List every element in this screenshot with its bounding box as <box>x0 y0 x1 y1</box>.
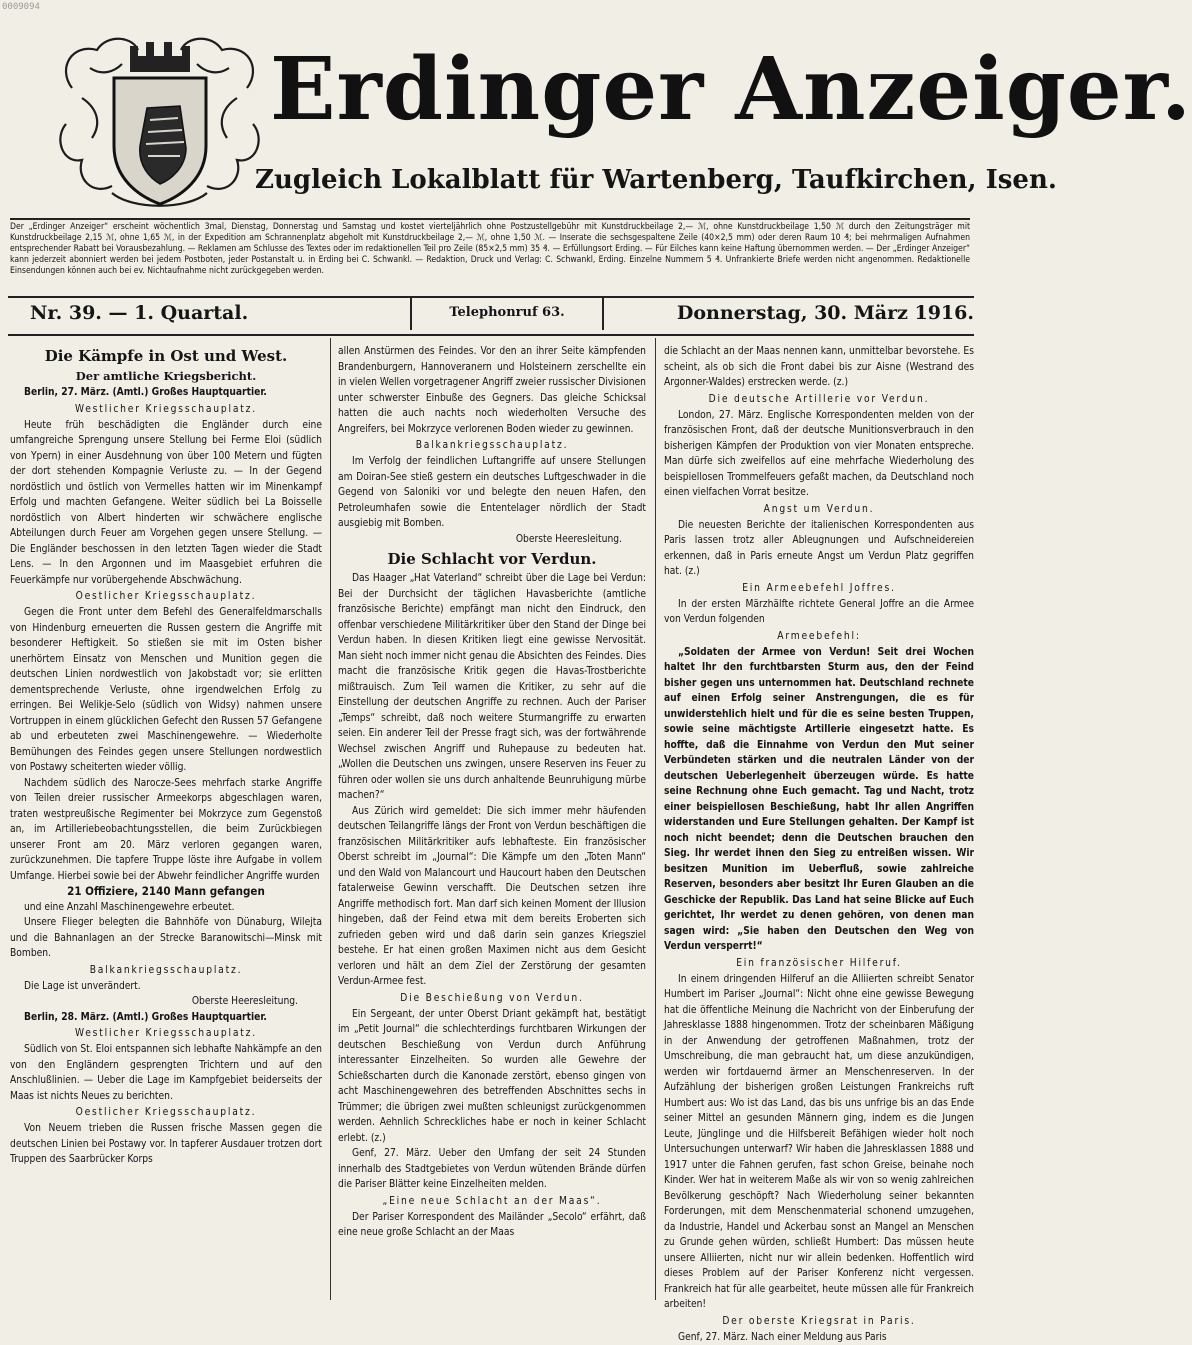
paragraph: In der ersten Märzhälfte richtete General Joffre an die Armee von Verdun folgenden <box>664 597 974 628</box>
subscription-notice: Der „Erdinger Anzeiger“ erscheint wöchentlich 3mal, Dienstag, Donnerstag und Samstag und kostet vierteljährlich ohne Postzustellgebühr mit Kunstdruckbeilage 2,— ℳ, ohne Kunstdruckbeilage 1,50 ℳ durch den Zeitungsträger mit Kunstdruckbeilage 2,15 ℳ, ohne 1,65 ℳ, in der Expedition am Schrannenplatz abgeholt mit Kunstdruckbeilage 2,— ℳ, ohne 1,50 ℳ. — Inserate die sechsgespaltene Zeile (40×2,5 mm) oder deren Raum 10 ₰; bei mehrmaligen Aufnahmen entsprechender Rabatt bei Vorausbezahlung. — Reklamen am Schlusse des Textes oder im redaktionellen Teil pro Zeile (85×2,5 mm) 35 ₰. — Erfüllungsort Erding. — Für Eilches kann keine Haftung übernommen werden. — Der „Erdinger Anzeiger“ kann jederzeit abonniert werden bei jedem Postboten, jeder Postanstalt u. in Erding bei C. Schwankl. — Redaktion, Druck und Verlag: C. Schwankl, Erding. Einzelne Nummern 5 ₰. Unfrankierte Briefe werden nicht angenommen. Redaktionelle Einsendungen können auch bei ev. Nichtaufnahme nicht zurückgegeben werden. <box>10 218 970 302</box>
section-heading: Die deutsche Artillerie vor Verdun. <box>664 392 974 407</box>
paragraph: Das Haager „Hat Vaterland“ schreibt über die Lage bei Verdun: Bei der Durchsicht der täglichen Havasberichte (amtliche französische Berichte) empfängt man nicht den Eindruck, den offenbar verschiedene Militärkritiker über den Stand der Dinge bei Verdun haben. In diesen Kritiken liegt eine gewisse Nervosität. Man sieht noch immer nicht genau die Absichten des Feindes. Dies macht die französische Kritik gegen die Havas-Trostberichte mißtrauisch. Zum Teil warnen die Kritiker, zu sehr auf die Einstellung der deutschen Angriffe zu rechnen. Auch der Pariser „Temps“ schreibt, daß noch weitere Sturmangriffe zu erwarten seien. Ein anderer Teil der Presse fragt sich, was der fortwährende Wechsel zwischen Angriff und Ruhepause zu bedeuten hat. „Wollen die Deutschen uns zwingen, unsere Reserven ins Feuer zu führen oder wollen sie uns durch anhaltende Beunruhigung mürbe machen?“ <box>338 571 646 804</box>
section-heading: Der oberste Kriegsrat in Paris. <box>664 1314 974 1329</box>
paragraph: und eine Anzahl Maschinengewehre erbeutet. <box>10 900 322 916</box>
dateline: Berlin, 28. März. (Amtl.) Großes Hauptquartier. <box>10 1010 322 1026</box>
section-heading: Westlicher Kriegsschauplatz. <box>10 402 322 417</box>
paragraph: Von Neuem trieben die Russen frische Massen gegen die deutschen Linien bei Postawy vor. In tapferer Ausdauer trotzen dort Truppen des Saarbrücker Korps <box>10 1121 322 1168</box>
paragraph: Im Verfolg der feindlichen Luftangriffe auf unsere Stellungen am Doiran-See stieß gestern ein deutsches Luftgeschwader in die Gegend von Saloniki vor und belegte den neuen Hafen, den Petroleumhafen sowie die Ententelager nördlich der Stadt ausgiebig mit Bomben. <box>338 454 646 532</box>
highlight-line: 21 Offiziere, 2140 Mann gefangen <box>10 884 322 900</box>
paragraph: Gegen die Front unter dem Befehl des Generalfeldmarschalls von Hindenburg erneuerten die Russen gestern die Angriffe mit besonderer Heftigkeit. So stießen sie mit im Osten bisher unerhörtem Einsatz von Menschen und Munition gegen die deutschen Linien nordwestlich von Jakobstadt vor; sie erlitten dementsprechende Verluste, ohne irgendwelchen Erfolg zu erringen. Bei Welikje-Selo (südlich von Widsy) nahmen unsere Vortruppen in einem glücklichen Gefecht den Russen 57 Gefangene ab und erbeuteten zwei Maschinengewehre. — Wiederholte Bemühungen des Feindes gegen unsere Stellungen nordwestlich von Postawy scheiterten wieder völlig. <box>10 605 322 776</box>
paragraph: Aus Zürich wird gemeldet: Die sich immer mehr häufenden deutschen Teilangriffe längs der Front von Verdun beschäftigen die französischen Militärkritiker aufs lebhafteste. Ein französischer Oberst schreibt im „Journal“: Die Kämpfe um den „Toten Mann“ und den Wald von Malancourt und Haucourt haben den Deutschen fatalerweise Gewinn verschafft. Die Deutschen setzen ihre Angriffe methodisch fort. Man darf sich keinen Moment der Illusion hingeben, daß der Feind etwa mit dem bereits Eroberten sich zufrieden geben wird und daß darin sein ganzes Kriegsziel bestehe. Er hat einen großen Maximen nicht aus dem Gesicht verloren und hält an dem Ziel der Zerstörung der gesamten Verdun-Armee fest. <box>338 804 646 990</box>
section-heading: „Eine neue Schlacht an der Maas“. <box>338 1194 646 1209</box>
paragraph: allen Anstürmen des Feindes. Vor den an ihrer Seite kämpfenden Brandenburgern, Hannoveranern und Holsteinern zerschellte ein in vielen Wellen vorgetragener Angriff zweier russischer Divisionen unter schwerster Einbuße des Gegners. Das gleiche Schicksal hatten die auch nachts noch wiederholten Versuche des Angreifers, bei Mokrzyce verlorenen Boden wieder zu gewinnen. <box>338 344 646 437</box>
paragraph: Der Pariser Korrespondent des Mailänder „Secolo“ erfährt, daß eine neue große Schlacht an der Maas <box>338 1210 646 1241</box>
issue-bar <box>8 298 974 334</box>
paragraph: Genf, 27. März. Ueber den Umfang der seit 24 Stunden innerhalb des Stadtgebietes von Verdun wütenden Brände dürfen die Pariser Blätter keine Einzelheiten melden. <box>338 1146 646 1193</box>
paragraph: „Soldaten der Armee von Verdun! Seit drei Wochen haltet Ihr den furchtbarsten Sturm aus, den der Feind bisher gegen uns unternommen hat. Deutschland rechnete auf einen Erfolg seiner Anstrengungen, die es für unwiderstehlich hielt und für die es seine besten Truppen, sowie seine mächtigste Artillerie eingesetzt hatte. Es hoffte, daß die Einnahme von Verdun den Mut seiner Verbündeten stärken und die neutralen Länder von der deutschen Ueberlegenheit überzeugen würde. Es hatte seine Rechnung ohne Euch gemacht. Tag und Nacht, trotz einer beispiellosen Beschießung, habt Ihr allen Angriffen widerstanden und Eure Stellungen gehalten. Der Kampf ist noch nicht beendet; denn die Deutschen brauchen den Sieg. Ihr werdet ihnen den Sieg zu entreißen wissen. Wir besitzen Munition im Ueberfluß, sowie zahlreiche Reserven, besonders aber besitzt Ihr Euren Glauben an die Geschicke der Republik. Das Land hat seine Blicke auf Euch gerichtet, Ihr werdet zu denen gehören, von denen man sagen wird: „Sie haben den Deutschen den Weg von Verdun versperrt!“ <box>664 645 974 955</box>
newspaper-title: Erdinger Anzeiger. <box>270 30 970 150</box>
paragraph: die Schlacht an der Maas nennen kann, unmittelbar bevorstehe. Es scheint, als ob sich die Front dabei bis zur Aisne (Westrand des Argonner-Waldes) erstrecken werde. (z.) <box>664 344 974 391</box>
column-1 <box>10 344 322 1296</box>
paragraph: Nachdem südlich des Narocze-Sees mehrfach starke Angriffe von Teilen dreier russischer Armeekorps abgeschlagen waren, traten westpreußische Regimenter bei Mokrzyce zum Gegenstoß an, im Artilleriebeobachtungsstellen, die beim Zurückbiegen unserer Front am 20. März verloren gegangen waren, zurückzunehmen. Die tapfere Truppe löste ihre Aufgabe in vollem Umfange. Hierbei sowie bei der Abwehr feindlicher Angriffe wurden <box>10 776 322 885</box>
archive-id: 0009094 <box>2 2 40 12</box>
section-heading: Die Beschießung von Verdun. <box>338 991 646 1006</box>
section-heading: Ein französischer Hilferuf. <box>664 956 974 971</box>
paragraph: Genf, 27. März. Nach einer Meldung aus Paris <box>664 1330 974 1345</box>
column-rule <box>330 338 331 1300</box>
subheadline: Der amtliche Kriegsbericht. <box>10 368 322 384</box>
section-heading: Balkankriegsschauplatz. <box>10 963 322 978</box>
column-rule <box>655 338 656 1300</box>
section-heading: Balkankriegsschauplatz. <box>338 438 646 453</box>
paragraph: Südlich von St. Eloi entspannen sich lebhafte Nahkämpfe an den von den Engländern gesprengten Trichtern und auf den Anschlußlinien. — Ueber die Lage im Kampfgebiet beiderseits der Maas ist nichts Neues zu berichten. <box>10 1042 322 1104</box>
section-heading: Oestlicher Kriegsschauplatz. <box>10 1105 322 1120</box>
paragraph: In einem dringenden Hilferuf an die Alliierten schreibt Senator Humbert im Pariser „Journal“: Nicht ohne eine gewisse Bewegung hat die öffentliche Meinung die Nachricht von der Einberufung der Jahresklasse 1888 hingenommen. Trotz der scheinbaren Mäßigung in der Anwendung der getroffenen Maßnahmen, trotz der Umschreibung, die man gebraucht hat, um diese anzukündigen, werden wir fortdauernd ärmer an Menschenreserven. In der Aufzählung der bisherigen großen Leistungen Frankreichs ruft Humbert aus: Wo ist das Land, das bis uns unfrige bis an das Ende seiner Mittel an gesunden Männern ging, indem es die Jungen Leute, Jünglinge und die Hilfsbereit Befähigen wieder holt noch Untersuchungen unterwarf? Wir haben die Jahresklassen 1888 und 1917 unter die Fahnen gerufen, fast schon Greise, beinahe noch Kinder. Wer hat in weiterem Maße als wir von so wenig zahlreichen Bevölkerung geschöpft? Nach Wiederholung seiner bekannten Forderungen, mit dem Menschenmaterial schonend umzugehen, da Industrie, Handel und Ackerbau sonst an Mangel an Menschen zu Grunde gehen würden, schließt Humbert: Das müssen heute unsere Alliierten, nicht nur wir allein bedenken. Hoffentlich wird dieses Problem auf der Pariser Konferenz nicht vergessen. Frankreich hat für alle gearbeitet, heute müssen alle für Frankreich arbeiten! <box>664 972 974 1313</box>
divider <box>8 334 974 336</box>
headline: Die Schlacht vor Verdun. <box>338 549 646 569</box>
paragraph: Unsere Flieger belegten die Bahnhöfe von Dünaburg, Wilejta und die Bahnanlagen an der Strecke Baranowitschi—Minsk mit Bomben. <box>10 915 322 962</box>
paragraph: Die neuesten Berichte der italienischen Korrespondenten aus Paris lassen trotz aller Ableugnungen und Aufschneidereien erkennen, daß in Paris erneute Angst um Verdun Platz gegriffen hat. (z.) <box>664 518 974 580</box>
paragraph: Heute früh beschädigten die Engländer durch eine umfangreiche Sprengung unsere Stellung bei Ferme Eloi (südlich von Ypern) in einer Ausdehnung von über 100 Metern und fügten der dort stehenden Kompagnie Verluste zu. — In der Gegend nordöstlich und östlich von Vermelles hatten wir im Minenkampf Erfolg und machten Gefangene. Weiter südlich bei La Boisselle nordöstlich von Albert hinderten wir schwächere englische Abteilungen durch Feuer am Vorgehen gegen unsere Stellung. — Die Engländer beschossen in den letzten Tagen wieder die Stadt Lens. — In den Argonnen und im Maasgebiet erfuhren die Feuerkämpfe nur vorübergehende Abschwächung. <box>10 418 322 589</box>
section-heading: Armeebefehl: <box>664 629 974 644</box>
signature: Oberste Heeresleitung. <box>338 532 622 548</box>
issue-date: Donnerstag, 30. März 1916. <box>677 298 974 328</box>
issue-number: Nr. 39. — 1. Quartal. <box>30 298 248 328</box>
section-heading: Westlicher Kriegsschauplatz. <box>10 1026 322 1041</box>
headline: Die Kämpfe in Ost und West. <box>10 346 322 366</box>
section-heading: Ein Armeebefehl Joffres. <box>664 581 974 596</box>
section-heading: Angst um Verdun. <box>664 502 974 517</box>
phone-number: Telephonruf 63. <box>410 298 604 330</box>
newspaper-subtitle: Zugleich Lokalblatt für Wartenberg, Taufkirchen, Isen. <box>255 150 985 210</box>
section-heading: Oestlicher Kriegsschauplatz. <box>10 589 322 604</box>
paragraph: London, 27. März. Englische Korrespondenten melden von der französischen Front, daß der deutsche Munitionsverbrauch in den bisherigen Kämpfen der Produktion von vier Monaten entspreche. Man dürfe sich zweifellos auf eine mehrfache Wiederholung des beispiellosen Trommelfeuers gefaßt machen, da Deutschland noch einen vielfachen Vorrat besitze. <box>664 408 974 501</box>
column-3 <box>664 344 974 1296</box>
dateline: Berlin, 27. März. (Amtl.) Großes Hauptquartier. <box>10 385 322 401</box>
paragraph: Ein Sergeant, der unter Oberst Driant gekämpft hat, bestätigt im „Petit Journal“ die schlechterdings furchtbaren Wirkungen der deutschen Beschießung von Verdun durch Anführung interessanter Einzelheiten. So wurden alle Gewehre der Schießscharten durch die Kanonade zerstört, ebenso gingen von acht Maschinengewehren des betreffenden Abschnittes sechs in Trümmer; die übrigen zwei mußten schleunigst zurückgenommen werden. Aehnlich Schreckliches habe er noch in keiner Schlacht erlebt. (z.) <box>338 1007 646 1147</box>
column-2 <box>338 344 646 1296</box>
coat-of-arms-icon <box>52 28 267 216</box>
signature: Oberste Heeresleitung. <box>10 994 298 1010</box>
paragraph: Die Lage ist unverändert. <box>10 979 322 995</box>
